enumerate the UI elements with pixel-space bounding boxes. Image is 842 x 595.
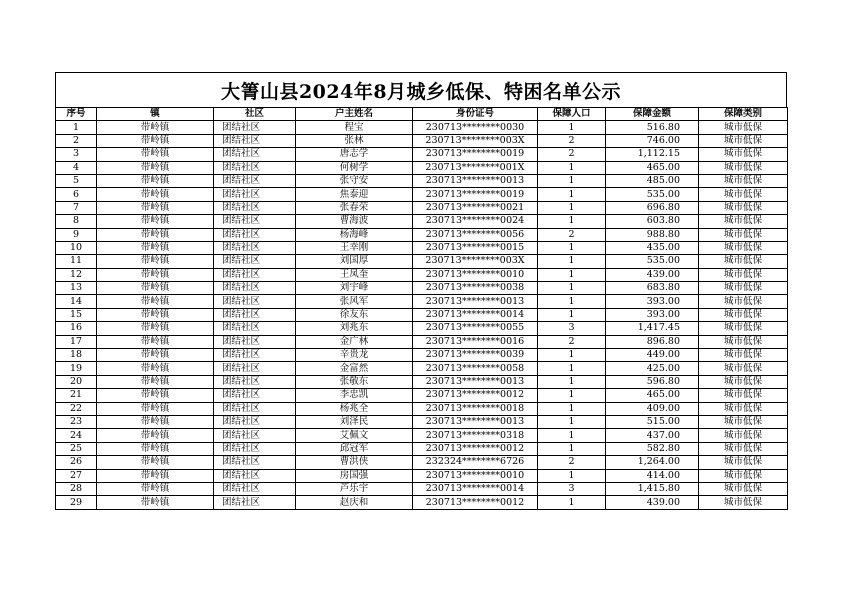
- column-header-index: 序号: [56, 108, 97, 121]
- column-header-householder: 户主姓名: [296, 108, 413, 121]
- table-row: [56, 335, 788, 348]
- table-row: [56, 161, 788, 174]
- table-row: [56, 282, 788, 295]
- cell-id-number: 230713********0055: [413, 322, 538, 335]
- cell-category: 城市低保: [699, 188, 788, 201]
- cell-town: 带岭镇: [97, 322, 214, 335]
- cell-householder: 焦泰迎: [296, 188, 413, 201]
- cell-householder: 辛贵龙: [296, 349, 413, 362]
- table-row: [56, 442, 788, 455]
- cell-category: 城市低保: [699, 174, 788, 187]
- cell-id-number: 230713********003X: [413, 134, 538, 147]
- cell-persons: 1: [538, 362, 606, 375]
- cell-amount: 409.00: [606, 402, 699, 415]
- cell-community: 团结社区: [214, 282, 296, 295]
- table-row: [56, 201, 788, 214]
- column-header-amount: 保障金额: [606, 108, 699, 121]
- cell-persons: 1: [538, 188, 606, 201]
- cell-amount: 535.00: [606, 255, 699, 268]
- table-row: [56, 415, 788, 428]
- cell-community: 团结社区: [214, 201, 296, 214]
- cell-amount: 425.00: [606, 362, 699, 375]
- table-row: [56, 402, 788, 415]
- table-row: [56, 362, 788, 375]
- cell-amount: 683.80: [606, 282, 699, 295]
- table-row: [56, 469, 788, 482]
- cell-community: 团结社区: [214, 161, 296, 174]
- cell-town: 带岭镇: [97, 429, 214, 442]
- cell-category: 城市低保: [699, 389, 788, 402]
- cell-community: 团结社区: [214, 482, 296, 495]
- cell-index: 14: [56, 295, 97, 308]
- table-row: [56, 496, 788, 509]
- cell-category: 城市低保: [699, 215, 788, 228]
- cell-id-number: 230713********0014: [413, 482, 538, 495]
- cell-category: 城市低保: [699, 268, 788, 281]
- cell-community: 团结社区: [214, 228, 296, 241]
- cell-category: 城市低保: [699, 415, 788, 428]
- cell-persons: 1: [538, 268, 606, 281]
- cell-town: 带岭镇: [97, 241, 214, 254]
- cell-town: 带岭镇: [97, 375, 214, 388]
- cell-index: 11: [56, 255, 97, 268]
- cell-category: 城市低保: [699, 322, 788, 335]
- cell-category: 城市低保: [699, 482, 788, 495]
- table-row: [56, 349, 788, 362]
- cell-householder: 张风军: [296, 295, 413, 308]
- cell-community: 团结社区: [214, 375, 296, 388]
- cell-index: 23: [56, 415, 97, 428]
- cell-community: 团结社区: [214, 496, 296, 509]
- cell-community: 团结社区: [214, 469, 296, 482]
- cell-id-number: 230713********0015: [413, 241, 538, 254]
- cell-town: 带岭镇: [97, 134, 214, 147]
- cell-community: 团结社区: [214, 255, 296, 268]
- cell-id-number: 230713********0013: [413, 375, 538, 388]
- cell-index: 24: [56, 429, 97, 442]
- cell-index: 19: [56, 362, 97, 375]
- cell-householder: 张春荣: [296, 201, 413, 214]
- cell-category: 城市低保: [699, 335, 788, 348]
- cell-amount: 449.00: [606, 349, 699, 362]
- table-row: [56, 295, 788, 308]
- cell-id-number: 230713********0014: [413, 308, 538, 321]
- cell-householder: 徐友东: [296, 308, 413, 321]
- cell-town: 带岭镇: [97, 201, 214, 214]
- cell-community: 团结社区: [214, 308, 296, 321]
- cell-category: 城市低保: [699, 134, 788, 147]
- cell-amount: 1,112.15: [606, 148, 699, 161]
- cell-householder: 赵庆和: [296, 496, 413, 509]
- cell-index: 9: [56, 228, 97, 241]
- cell-category: 城市低保: [699, 148, 788, 161]
- cell-id-number: 230713********0019: [413, 188, 538, 201]
- cell-id-number: 230713********0019: [413, 148, 538, 161]
- column-header-town: 镇: [97, 108, 214, 121]
- cell-persons: 1: [538, 201, 606, 214]
- cell-amount: 439.00: [606, 268, 699, 281]
- table-row: [56, 215, 788, 228]
- cell-index: 22: [56, 402, 97, 415]
- cell-householder: 邱冠军: [296, 442, 413, 455]
- table-row: [56, 389, 788, 402]
- cell-category: 城市低保: [699, 456, 788, 469]
- cell-householder: 张守安: [296, 174, 413, 187]
- column-header-community: 社区: [214, 108, 296, 121]
- cell-amount: 1,417.45: [606, 322, 699, 335]
- cell-community: 团结社区: [214, 429, 296, 442]
- cell-community: 团结社区: [214, 188, 296, 201]
- cell-id-number: 230713********0021: [413, 201, 538, 214]
- cell-category: 城市低保: [699, 375, 788, 388]
- cell-category: 城市低保: [699, 255, 788, 268]
- cell-community: 团结社区: [214, 402, 296, 415]
- table-row: [56, 268, 788, 281]
- cell-persons: 1: [538, 469, 606, 482]
- cell-householder: 刘宇峰: [296, 282, 413, 295]
- table-row: [56, 174, 788, 187]
- cell-town: 带岭镇: [97, 121, 214, 134]
- table-row: [56, 241, 788, 254]
- table-row: [56, 121, 788, 134]
- cell-category: 城市低保: [699, 349, 788, 362]
- cell-town: 带岭镇: [97, 295, 214, 308]
- cell-householder: 杨兆全: [296, 402, 413, 415]
- cell-index: 16: [56, 322, 97, 335]
- cell-index: 29: [56, 496, 97, 509]
- cell-category: 城市低保: [699, 442, 788, 455]
- cell-amount: 439.00: [606, 496, 699, 509]
- cell-community: 团结社区: [214, 349, 296, 362]
- cell-amount: 437.00: [606, 429, 699, 442]
- cell-householder: 王幸刚: [296, 241, 413, 254]
- cell-persons: 2: [538, 456, 606, 469]
- cell-amount: 582.80: [606, 442, 699, 455]
- cell-amount: 1,264.00: [606, 456, 699, 469]
- column-header-persons: 保障人口: [538, 108, 606, 121]
- cell-amount: 435.00: [606, 241, 699, 254]
- cell-amount: 516.80: [606, 121, 699, 134]
- cell-community: 团结社区: [214, 134, 296, 147]
- cell-index: 8: [56, 215, 97, 228]
- cell-persons: 1: [538, 389, 606, 402]
- cell-persons: 1: [538, 255, 606, 268]
- cell-id-number: 230713********0038: [413, 282, 538, 295]
- table-row: [56, 375, 788, 388]
- cell-amount: 515.00: [606, 415, 699, 428]
- cell-town: 带岭镇: [97, 402, 214, 415]
- cell-category: 城市低保: [699, 362, 788, 375]
- cell-persons: 3: [538, 482, 606, 495]
- cell-householder: 李忠凯: [296, 389, 413, 402]
- cell-community: 团结社区: [214, 121, 296, 134]
- cell-id-number: 230713********0010: [413, 469, 538, 482]
- beneficiary-table: [55, 107, 788, 510]
- cell-persons: 2: [538, 148, 606, 161]
- cell-amount: 465.00: [606, 389, 699, 402]
- cell-id-number: 230713********0056: [413, 228, 538, 241]
- cell-index: 18: [56, 349, 97, 362]
- cell-community: 团结社区: [214, 174, 296, 187]
- cell-amount: 596.80: [606, 375, 699, 388]
- cell-householder: 程宝: [296, 121, 413, 134]
- cell-householder: 刘兆东: [296, 322, 413, 335]
- table-row: [56, 322, 788, 335]
- cell-town: 带岭镇: [97, 282, 214, 295]
- cell-amount: 393.00: [606, 308, 699, 321]
- cell-persons: 1: [538, 174, 606, 187]
- cell-index: 4: [56, 161, 97, 174]
- cell-persons: 1: [538, 429, 606, 442]
- cell-id-number: 230713********0012: [413, 442, 538, 455]
- cell-town: 带岭镇: [97, 456, 214, 469]
- cell-category: 城市低保: [699, 496, 788, 509]
- cell-category: 城市低保: [699, 228, 788, 241]
- cell-id-number: 230713********0010: [413, 268, 538, 281]
- document-sheet: [55, 72, 787, 510]
- cell-id-number: 230713********0030: [413, 121, 538, 134]
- cell-persons: 1: [538, 402, 606, 415]
- cell-householder: 王凤奎: [296, 268, 413, 281]
- cell-town: 带岭镇: [97, 174, 214, 187]
- cell-index: 28: [56, 482, 97, 495]
- cell-index: 7: [56, 201, 97, 214]
- table-body: [56, 121, 788, 509]
- table-row: [56, 188, 788, 201]
- cell-index: 6: [56, 188, 97, 201]
- cell-town: 带岭镇: [97, 496, 214, 509]
- cell-persons: 1: [538, 161, 606, 174]
- cell-householder: 唐志学: [296, 148, 413, 161]
- cell-town: 带岭镇: [97, 482, 214, 495]
- cell-community: 团结社区: [214, 362, 296, 375]
- table-row: [56, 134, 788, 147]
- cell-id-number: 230713********001X: [413, 161, 538, 174]
- cell-community: 团结社区: [214, 268, 296, 281]
- cell-persons: 3: [538, 322, 606, 335]
- cell-amount: 896.80: [606, 335, 699, 348]
- cell-category: 城市低保: [699, 429, 788, 442]
- cell-category: 城市低保: [699, 402, 788, 415]
- cell-id-number: 230713********0016: [413, 335, 538, 348]
- cell-householder: 艾佩文: [296, 429, 413, 442]
- table-row: [56, 482, 788, 495]
- cell-persons: 1: [538, 295, 606, 308]
- cell-id-number: 232324********6726: [413, 456, 538, 469]
- cell-town: 带岭镇: [97, 215, 214, 228]
- cell-community: 团结社区: [214, 241, 296, 254]
- cell-householder: 金富然: [296, 362, 413, 375]
- cell-town: 带岭镇: [97, 308, 214, 321]
- cell-persons: 1: [538, 282, 606, 295]
- cell-amount: 696.80: [606, 201, 699, 214]
- column-header-id-number: 身份证号: [413, 108, 538, 121]
- cell-id-number: 230713********003X: [413, 255, 538, 268]
- cell-persons: 1: [538, 241, 606, 254]
- cell-id-number: 230713********0318: [413, 429, 538, 442]
- cell-id-number: 230713********0058: [413, 362, 538, 375]
- cell-id-number: 230713********0039: [413, 349, 538, 362]
- cell-householder: 刘泽民: [296, 415, 413, 428]
- cell-amount: 988.80: [606, 228, 699, 241]
- cell-category: 城市低保: [699, 201, 788, 214]
- cell-persons: 2: [538, 228, 606, 241]
- cell-town: 带岭镇: [97, 188, 214, 201]
- cell-amount: 465.00: [606, 161, 699, 174]
- cell-persons: 1: [538, 121, 606, 134]
- cell-community: 团结社区: [214, 389, 296, 402]
- cell-community: 团结社区: [214, 442, 296, 455]
- cell-amount: 414.00: [606, 469, 699, 482]
- cell-community: 团结社区: [214, 456, 296, 469]
- cell-householder: 杨海峰: [296, 228, 413, 241]
- cell-householder: 刘国厚: [296, 255, 413, 268]
- column-header-category: 保障类别: [699, 108, 788, 121]
- cell-category: 城市低保: [699, 121, 788, 134]
- cell-category: 城市低保: [699, 295, 788, 308]
- table-row: [56, 429, 788, 442]
- cell-householder: 芦乐宇: [296, 482, 413, 495]
- cell-persons: 1: [538, 375, 606, 388]
- cell-community: 团结社区: [214, 295, 296, 308]
- cell-category: 城市低保: [699, 161, 788, 174]
- cell-town: 带岭镇: [97, 389, 214, 402]
- cell-amount: 485.00: [606, 174, 699, 187]
- table-header-row: [56, 108, 788, 121]
- cell-index: 10: [56, 241, 97, 254]
- cell-town: 带岭镇: [97, 362, 214, 375]
- cell-town: 带岭镇: [97, 161, 214, 174]
- cell-town: 带岭镇: [97, 268, 214, 281]
- table-row: [56, 148, 788, 161]
- cell-community: 团结社区: [214, 335, 296, 348]
- table-row: [56, 228, 788, 241]
- cell-persons: 1: [538, 308, 606, 321]
- cell-persons: 1: [538, 442, 606, 455]
- cell-id-number: 230713********0012: [413, 389, 538, 402]
- cell-persons: 1: [538, 215, 606, 228]
- cell-index: 21: [56, 389, 97, 402]
- cell-index: 26: [56, 456, 97, 469]
- cell-id-number: 230713********0012: [413, 496, 538, 509]
- cell-community: 团结社区: [214, 148, 296, 161]
- cell-persons: 1: [538, 415, 606, 428]
- cell-persons: 2: [538, 134, 606, 147]
- cell-category: 城市低保: [699, 469, 788, 482]
- cell-index: 15: [56, 308, 97, 321]
- table-row: [56, 255, 788, 268]
- cell-id-number: 230713********0013: [413, 295, 538, 308]
- cell-householder: 房国强: [296, 469, 413, 482]
- cell-category: 城市低保: [699, 282, 788, 295]
- cell-town: 带岭镇: [97, 335, 214, 348]
- cell-index: 25: [56, 442, 97, 455]
- cell-id-number: 230713********0018: [413, 402, 538, 415]
- cell-persons: 2: [538, 335, 606, 348]
- cell-index: 13: [56, 282, 97, 295]
- cell-index: 3: [56, 148, 97, 161]
- cell-community: 团结社区: [214, 415, 296, 428]
- cell-town: 带岭镇: [97, 415, 214, 428]
- cell-index: 27: [56, 469, 97, 482]
- cell-amount: 603.80: [606, 215, 699, 228]
- table-row: [56, 456, 788, 469]
- cell-town: 带岭镇: [97, 228, 214, 241]
- cell-id-number: 230713********0013: [413, 415, 538, 428]
- cell-index: 12: [56, 268, 97, 281]
- page-title: 大箐山县2024年8月城乡低保、特困名单公示: [55, 72, 787, 107]
- cell-id-number: 230713********0024: [413, 215, 538, 228]
- cell-householder: 张敬东: [296, 375, 413, 388]
- cell-index: 1: [56, 121, 97, 134]
- cell-town: 带岭镇: [97, 442, 214, 455]
- cell-community: 团结社区: [214, 215, 296, 228]
- table-row: [56, 308, 788, 321]
- cell-index: 2: [56, 134, 97, 147]
- cell-householder: 何树学: [296, 161, 413, 174]
- cell-town: 带岭镇: [97, 255, 214, 268]
- cell-amount: 393.00: [606, 295, 699, 308]
- cell-persons: 1: [538, 349, 606, 362]
- cell-category: 城市低保: [699, 241, 788, 254]
- cell-index: 5: [56, 174, 97, 187]
- cell-householder: 曹海波: [296, 215, 413, 228]
- cell-category: 城市低保: [699, 308, 788, 321]
- cell-town: 带岭镇: [97, 148, 214, 161]
- cell-index: 20: [56, 375, 97, 388]
- cell-householder: 金广林: [296, 335, 413, 348]
- cell-amount: 1,415.80: [606, 482, 699, 495]
- cell-householder: 张林: [296, 134, 413, 147]
- cell-amount: 535.00: [606, 188, 699, 201]
- cell-id-number: 230713********0013: [413, 174, 538, 187]
- cell-town: 带岭镇: [97, 349, 214, 362]
- cell-index: 17: [56, 335, 97, 348]
- cell-householder: 曹洪侠: [296, 456, 413, 469]
- cell-town: 带岭镇: [97, 469, 214, 482]
- cell-community: 团结社区: [214, 322, 296, 335]
- cell-amount: 746.00: [606, 134, 699, 147]
- cell-persons: 1: [538, 496, 606, 509]
